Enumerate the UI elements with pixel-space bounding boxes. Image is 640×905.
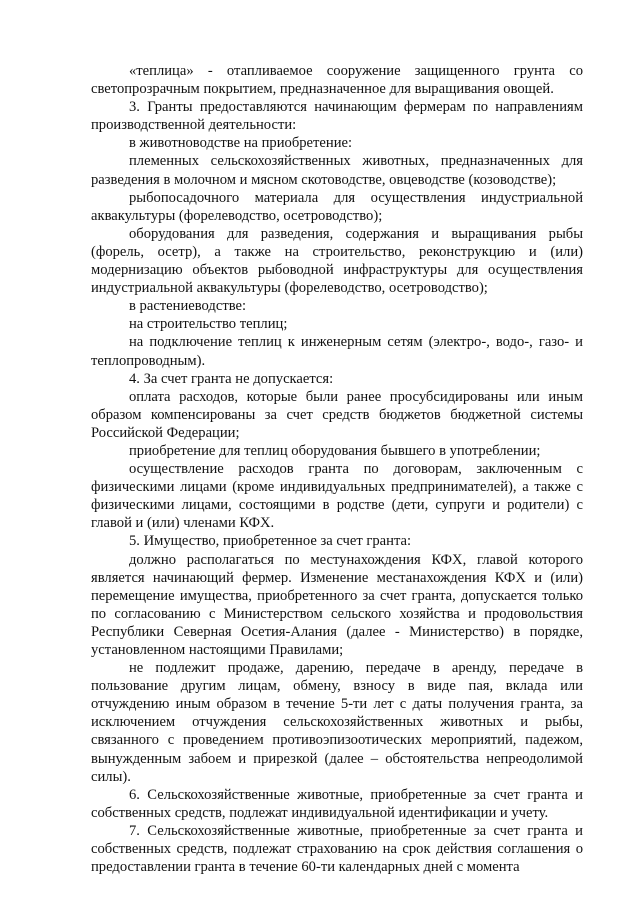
paragraph-greenhouse-utilities: на подключение теплиц к инженерным сетям (электро-, водо-, газо- и теплопроводным).: [91, 334, 583, 369]
paragraph-livestock-heading: в животноводстве на приобретение:: [129, 135, 353, 152]
paragraph-fish-stock: рыбопосадочного материала для осуществления индустриальной аквакультуры (форелеводство, осетроводство);: [91, 189, 583, 224]
paragraph-section-3-heading: 3. Гранты предоставляются начинающим фермерам по направлениям производственной деятельности:: [91, 99, 583, 134]
paragraph-property-location: должно располагаться по местунахождения КФХ, главой которого является начинающий фермер. Изменение местанахождения КФХ и (или) перемещение имущества, приобретенного за счет гранта, допускается только по согласованию с Министерством сельского хозяйства и продовольствия Республики Северная Осетия-Алания (далее - Министерство) в порядке, установленном настоящими Правилами;: [91, 551, 583, 658]
paragraph-individual-contracts: осуществление расходов гранта по договорам, заключенным с физическими лицами (кроме индивидуальных предпринимателей), а также с физическими лицами, состоящими в родстве (дети, супруги и родители) с главой и (или) членами КФХ.: [91, 461, 583, 532]
document-body: [91, 62, 583, 876]
paragraph-section-7: 7. Сельскохозяйственные животные, приобретенные за счет гранта и собственных средств, подлежат страхованию на срок действия соглашения о предоставлении гранта в течение 60-ти календарных дней с момента: [91, 822, 583, 876]
paragraph-fish-equipment: оборудования для разведения, содержания и выращивания рыбы (форель, осетр), а также на строительство, реконструкцию и (или) модернизацию объектов рыбоводной инфраструктуры для осуществления индустриальной аквакультуры (форелеводство, осетроводство);: [91, 225, 583, 297]
paragraph-breeding-animals: племенных сельскохозяйственных животных, предназначенных для разведения в молочном и мясном скотоводстве, овцеводстве (козоводстве);: [91, 153, 583, 188]
paragraph-section-6: 6. Сельскохозяйственные животные, приобретенные за счет гранта и собственных средств, подлежат индивидуальной идентификации и учету.: [91, 786, 583, 821]
paragraph-used-equipment: приобретение для теплиц оборудования бывшего в употреблении;: [129, 442, 541, 459]
paragraph-section-5-heading: 5. Имущество, приобретенное за счет гранта:: [129, 533, 412, 550]
paragraph-crop-heading: в растениеводстве:: [129, 298, 247, 315]
paragraph-teplitsa-definition: «теплица» - отапливаемое сооружение защищенного грунта со светопрозрачным покрытием, предназначенное для выращивания овощей.: [91, 63, 583, 98]
paragraph-section-4-heading: 4. За счет гранта не допускается:: [129, 370, 334, 387]
paragraph-greenhouse-construction: на строительство теплиц;: [129, 316, 288, 333]
paragraph-subsidized-expenses: оплата расходов, которые были ранее просубсидированы или иным образом компенсированы за счет средств бюджетов бюджетной системы Российской Федерации;: [91, 388, 583, 441]
paragraph-no-alienation: не подлежит продаже, дарению, передаче в аренду, передаче в пользование другим лицам, обмену, взносу в виде пая, вклада или отчуждению иным образом в течение 5-ти лет с даты получения гранта, за исключением отчуждения сельскохозяйственных животных и рыбы, связанного с проведением противоэпизоотических мероприятий, падежом, вынужденным забоем и прирезкой (далее – обстоятельства непреодолимой силы).: [91, 660, 583, 785]
